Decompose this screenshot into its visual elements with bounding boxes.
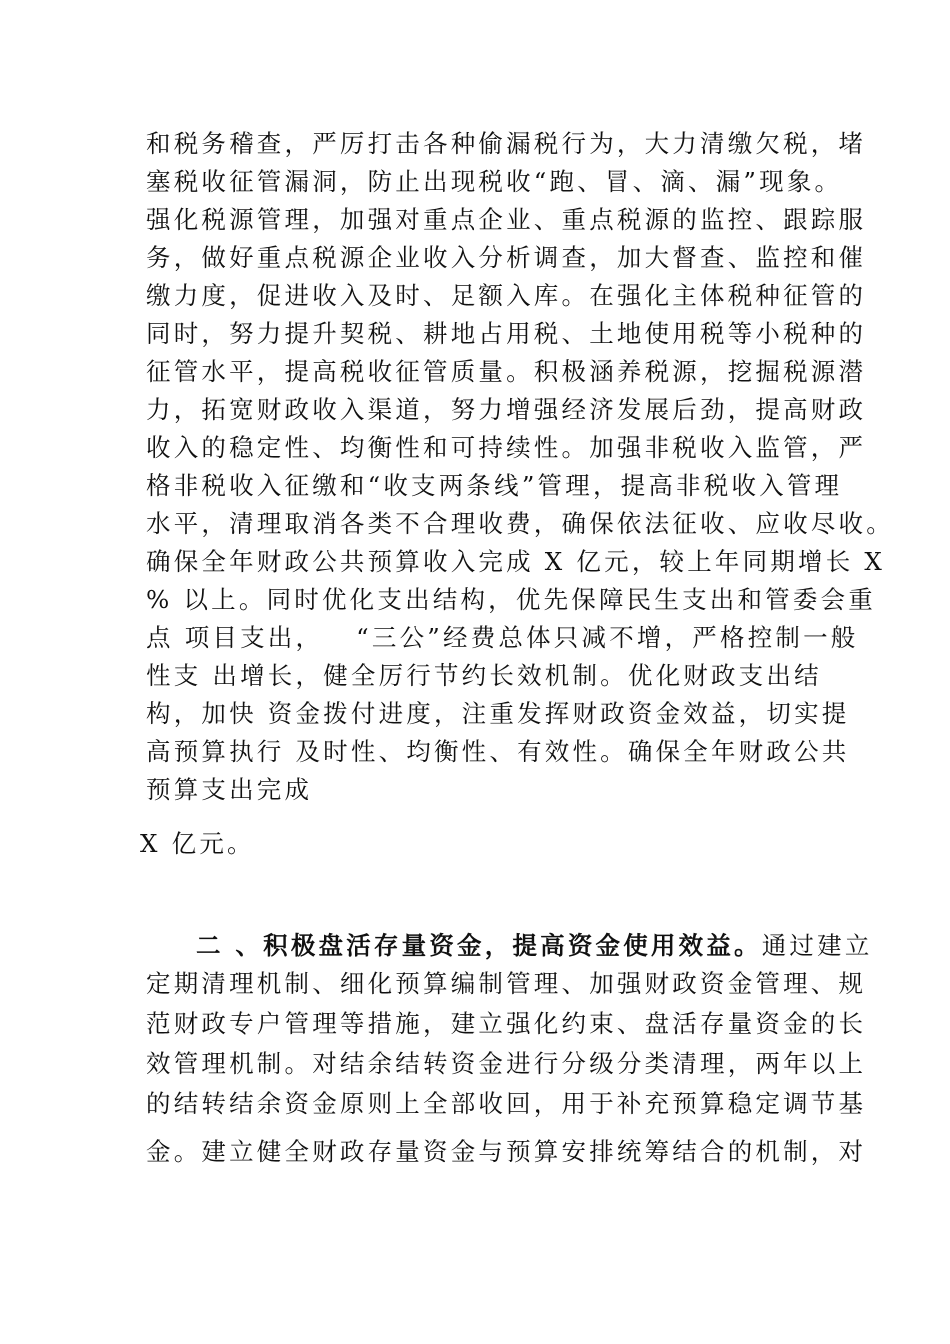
text-line: 性支 出增长，健全厉行节约长效机制。优化财政支出结 [146, 661, 822, 690]
text-line: 力，拓宽财政收入渠道，努力增强经济发展后劲，提高财政 [146, 395, 867, 424]
text-line: 构，加快 资金拨付进度，注重发挥财政资金效益，切实提 [146, 699, 850, 728]
text-line: 预算支出完成 [146, 775, 313, 804]
text-line: 范财政专户管理等措施，建立强化约束、盘活存量资金的长 [146, 1009, 867, 1038]
text-line: 和税务稽查，严厉打击各种偷漏税行为，大力清缴欠税，堵 [146, 129, 867, 158]
text-line: X 亿元。 [140, 829, 255, 858]
text-line: 确保全年财政公共预算收入完成 X 亿元，较上年同期增长 X [146, 547, 886, 576]
text-line: 同时，努力提升契税、耕地占用税、土地使用税等小税种的 [146, 319, 867, 348]
text-line: 格非税收入征缴和“收支两条线”管理，提高非税收入管理 [146, 471, 843, 500]
text-line: 务，做好重点税源企业收入分析调查，加大督查、监控和催 [146, 243, 867, 272]
text-line: 征管水平，提高税收征管质量。积极涵养税源，挖掘税源潜 [146, 357, 867, 386]
text-line: 强化税源管理，加强对重点企业、重点税源的监控、跟踪服 [146, 205, 867, 234]
section-heading-line [196, 931, 873, 961]
text-line: 缴力度，促进收入及时、足额入库。在强化主体税种征管的 [146, 281, 867, 310]
text-line: 塞税收征管漏洞，防止出现税收“跑、冒、滴、漏”现象。 [146, 167, 843, 196]
text-line: 收入的稳定性、均衡性和可持续性。加强非税收入监管，严 [146, 433, 867, 462]
text-line: 点 项目支出， “三公”经费总体只减不增，严格控制一般 [146, 623, 859, 652]
section-text: 通过建立 [761, 931, 873, 960]
text-line: 金。建立健全财政存量资金与预算安排统筹结合的机制，对 [146, 1137, 867, 1166]
text-line: % 以上。同时优化支出结构，优先保障民生支出和管委会重 [146, 585, 876, 614]
text-line: 效管理机制。对结余结转资金进行分级分类清理，两年以上 [146, 1049, 867, 1078]
text-line: 的结转结余资金原则上全部收回，用于补充预算稳定调节基 [146, 1089, 867, 1118]
text-line: 高预算执行 及时性、均衡性、有效性。确保全年财政公共 [146, 737, 850, 766]
section-heading: 二 、积极盘活存量资金，提高资金使用效益。 [196, 931, 762, 960]
text-line: 水平，清理取消各类不合理收费，确保依法征收、应收尽收。 [146, 509, 894, 538]
text-line: 定期清理机制、细化预算编制管理、加强财政资金管理、规 [146, 969, 867, 998]
